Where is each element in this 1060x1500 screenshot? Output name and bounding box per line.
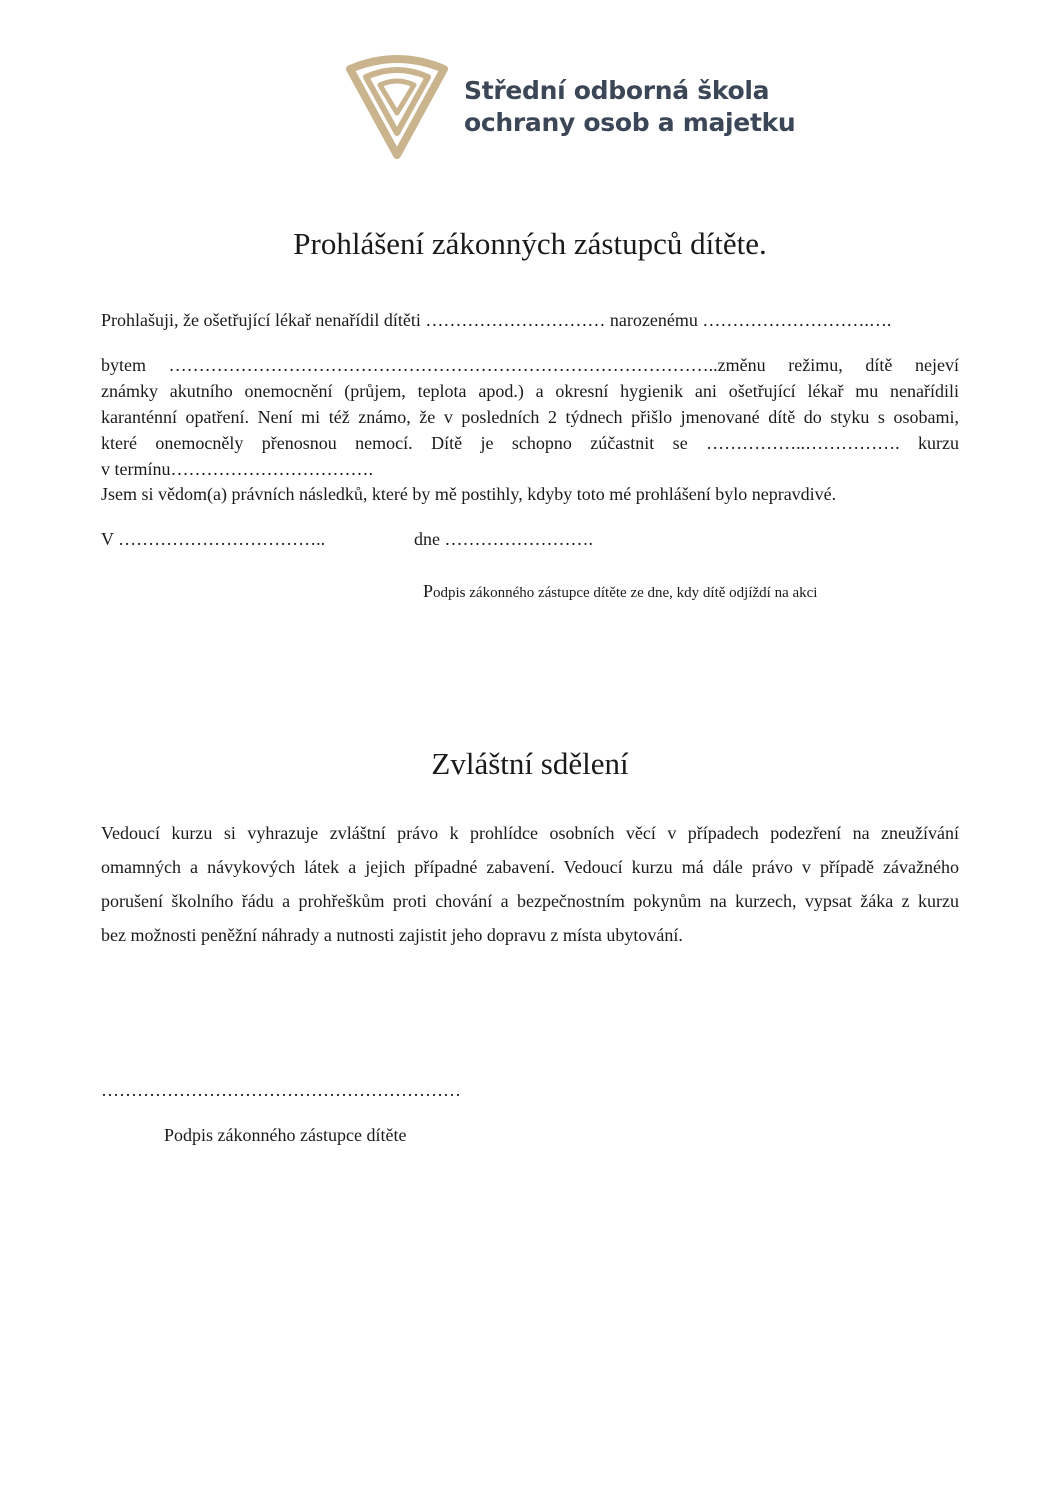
signature-caption-text: odpis zákonného zástupce dítěte ze dne, kdy dítě odjíždí na akci bbox=[433, 585, 818, 601]
special-notice-paragraph bbox=[101, 816, 959, 952]
declaration-consequences: Jsem si vědom(a) právních následků, které by mě postihly, kdyby toto mé prohlášení bylo nepravdivé. bbox=[101, 484, 837, 504]
signature-line: …………………………………………………… bbox=[101, 1080, 461, 1100]
school-logo bbox=[346, 55, 796, 161]
school-name bbox=[464, 75, 795, 139]
signature-caption-departure bbox=[423, 580, 817, 604]
date-field: dne ……………………. bbox=[414, 529, 593, 549]
declaration-paragraph-line: karanténní opatření. Není mi též známo, že v posledních 2 týdnech přišlo jmenované dítě do styku s osobami, bbox=[101, 407, 959, 427]
special-notice-line: omamných a návykových látek a jejich případné zabavení. Vedoucí kurzu má dále právo v případě závažného bbox=[101, 857, 959, 877]
school-name-line2: ochrany osob a majetku bbox=[464, 108, 796, 137]
declaration-paragraph-line: známky akutního onemocnění (průjem, teplota apod.) a okresní hygienik ani ošetřující lékař mu nenařídili bbox=[101, 381, 959, 401]
special-notice-line: bez možnosti peněžní náhrady a nutnosti zajistit jeho dopravu z místa ubytování. bbox=[101, 925, 683, 945]
declaration-paragraph-line: které onemocněly přenosnou nemocí. Dítě je schopno zúčastnit se ……………..……………. kurzu bbox=[101, 433, 959, 453]
place-field: V …………………………….. bbox=[101, 529, 326, 549]
declaration-line1: Prohlašuji, že ošetřující lékař nenařídil dítěti ………………………… narozenému ……………………….…. bbox=[101, 310, 892, 330]
signature-label: Podpis zákonného zástupce dítěte bbox=[164, 1125, 407, 1145]
special-notice-line: porušení školního řádu a prohřeškům proti chování a bezpečnostním pokynům na kurzech, vypsat žáka z kurzu bbox=[101, 891, 959, 911]
shield-triangle-logo-icon bbox=[346, 55, 448, 159]
declaration-paragraph-line: v termínu……………………………. bbox=[101, 459, 373, 479]
declaration-title: Prohlášení zákonných zástupců dítěte. bbox=[293, 226, 767, 261]
school-name-line1: Střední odborná škola bbox=[464, 76, 770, 105]
special-notice-line: Vedoucí kurzu si vyhrazuje zvláštní právo k prohlídce osobních věcí v případech podezření na zneužívání bbox=[101, 823, 959, 843]
signature-caption-initial: P bbox=[423, 581, 434, 601]
declaration-paragraph-line: bytem ………………………………………………………………………………..změnu režimu, dítě nejeví bbox=[101, 355, 959, 375]
declaration-paragraph bbox=[101, 352, 959, 482]
special-notice-title: Zvláštní sdělení bbox=[431, 746, 629, 781]
